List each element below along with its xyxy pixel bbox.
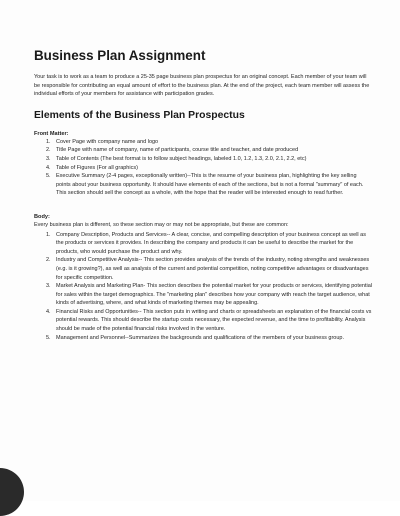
corner-shadow xyxy=(0,468,24,516)
item-text: Financial Risks and Opportunities-- This section puts in writing and charts or spreadsheets an explanation of the financial costs vs potential rewards. This should describe the startup costs necessary, the expected revenue, and the time to profitability. Analysis should be made of the potential financial risks involved in the venture. xyxy=(56,308,372,333)
item-text: Executive Summary (2-4 pages, exceptionally written)--This is the resume of your business plan, highlighting the key selling points about your business opportunity. It should have elements of each of the sections, but is not a formal "summary" of each. This section should sell the concept as a whole, with the hope that the reader will be interested enough to read further. xyxy=(56,173,364,197)
document-title: Business Plan Assignment xyxy=(34,48,206,63)
item-number: 1. xyxy=(46,138,51,145)
intro-paragraph: Your task is to work as a team to produce a 25-35 page business plan prospectus for an original concept. Each member of your team will be responsible for contributing an equal amount of effort to the business plan. At the end of the project, each team member will assess the individual efforts of your members for assistance with participation grades. xyxy=(34,74,370,98)
section-heading: Elements of the Business Plan Prospectus xyxy=(34,109,245,121)
item-number: 4. xyxy=(46,308,51,315)
item-text: Table of Contents (The best format is to follow subject headings, labeled 1.0, 1.2, 1.3, 2.0, 2.1, 2.2, etc) xyxy=(56,155,307,162)
front-matter-label: Front Matter: xyxy=(34,130,69,137)
list-item xyxy=(34,138,372,147)
list-item xyxy=(34,172,372,198)
item-number: 2. xyxy=(46,147,51,154)
body-list xyxy=(34,231,372,343)
item-text: Title Page with name of company, name of participants, course title and teacher, and date produced xyxy=(56,147,299,154)
item-text: Market Analysis and Marketing Plan- This section describes the potential market for your products or services, identifying potential for sales within the target demographics. The "marketing plan" describes how your company with reach the target audience, what kinds of advertising, where, and what kinds of marketing themes may be appealing. xyxy=(56,283,372,307)
list-item xyxy=(34,231,372,257)
list-item xyxy=(34,146,372,155)
item-text: Management and Personnel--Summarizes the backgrounds and qualifications of the members of your business group. xyxy=(56,334,344,341)
front-matter-list xyxy=(34,138,372,198)
item-text: Table of Figures (For all graphics) xyxy=(56,164,138,171)
list-item xyxy=(34,334,372,343)
item-text: Cover Page with company name and logo xyxy=(56,138,159,145)
item-number: 3. xyxy=(46,155,51,162)
item-number: 1. xyxy=(46,231,51,238)
list-item xyxy=(34,282,372,308)
item-number: 4. xyxy=(46,164,51,171)
item-text: Industry and Competitive Analysis-- This section provides analysis of the trends of the industry, noting strengths and weaknesses (e.g. is it growing?), as well as analysis of the current and potential competition, noting competitive advantages or disadvantages for specific competition. xyxy=(56,257,370,281)
body-label: Body: xyxy=(34,213,50,220)
item-number: 3. xyxy=(46,283,51,290)
list-item xyxy=(34,256,372,282)
item-number: 2. xyxy=(46,257,51,264)
body-intro: Every business plan is different, so these section may or may not be appropriate, but these are common: xyxy=(34,221,289,228)
item-number: 5. xyxy=(46,173,51,180)
document-content xyxy=(34,48,372,342)
item-text: Company Description, Products and Services-- A clear, concise, and compelling description of your business concept as well as the products or services it provides. In describing the company and products it can be useful to describe the market for the products, who would purchase the product and why. xyxy=(56,231,366,255)
item-number: 5. xyxy=(46,334,51,341)
list-item xyxy=(34,155,372,164)
list-item xyxy=(34,164,372,173)
list-item xyxy=(34,308,372,334)
